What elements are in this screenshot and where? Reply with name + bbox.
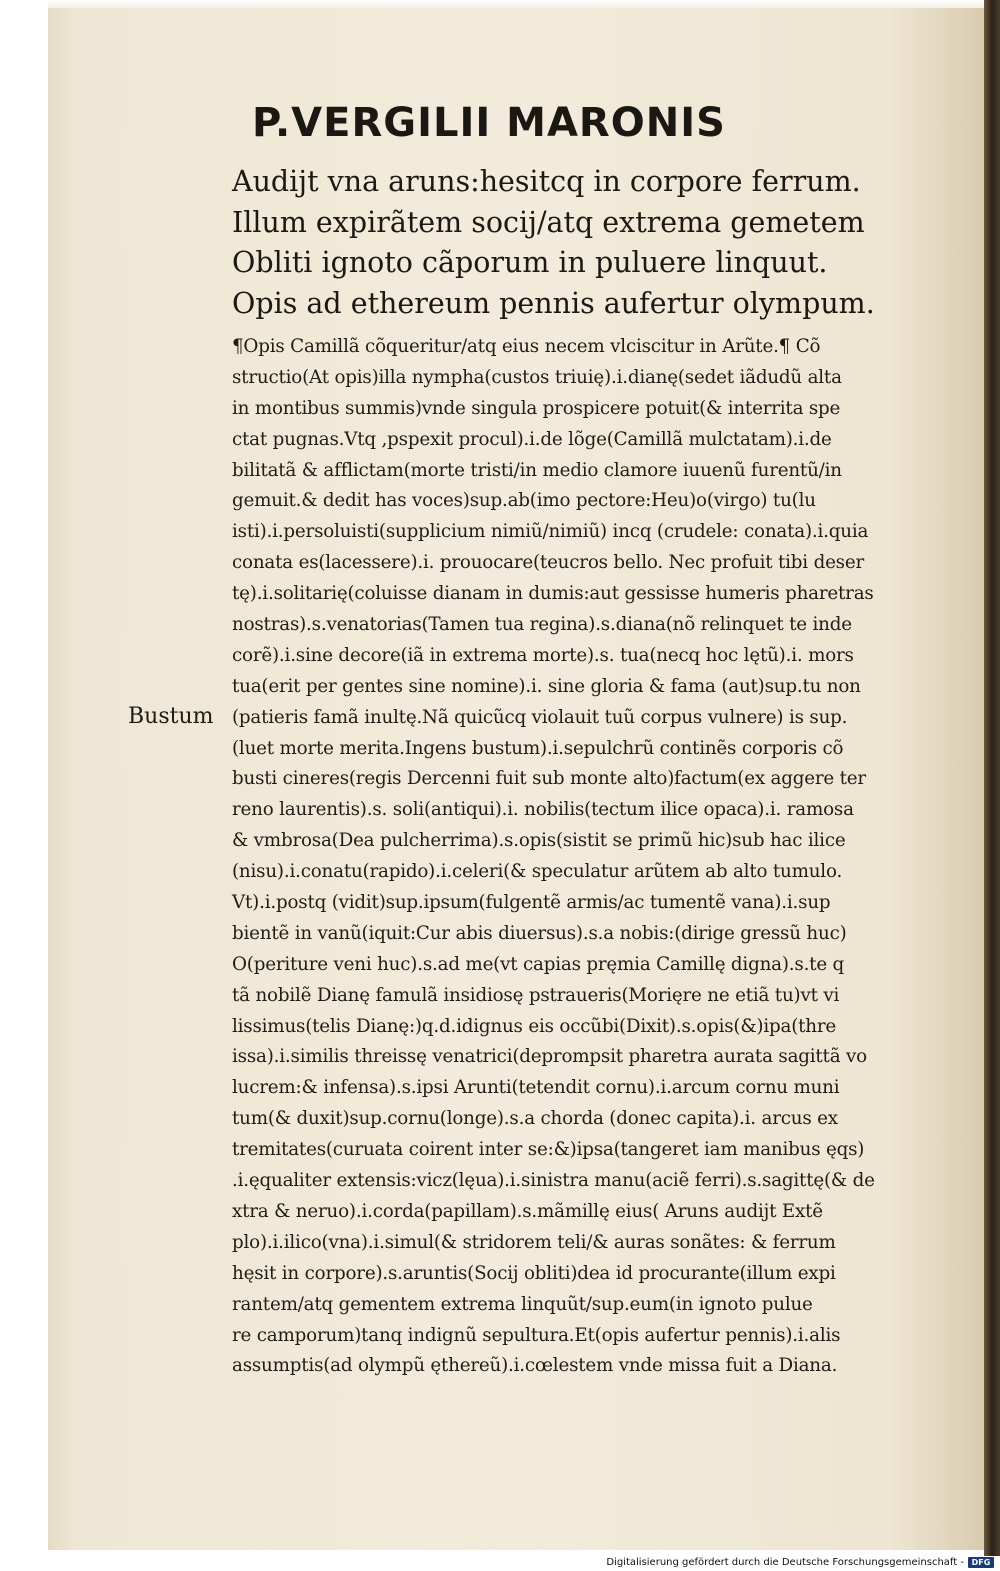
commentary-line: lissimus(telis Dianę:)q.d.idignus eis occũbi(Dixit).s.opis(&)ipa(thre <box>232 1015 837 1037</box>
commentary-line: reno laurentis).s. soli(antiqui).i. nobilis(tectum ilice opaca).i. ramosa <box>232 799 854 821</box>
commentary-line: & vmbrosa(Dea pulcherrima).s.opis(sistit se primũ hic)sub hac ilice <box>232 830 846 852</box>
commentary-line: in montibus summis)vnde singula prospicere potuit(& interrita spe <box>232 397 841 419</box>
funding-credit: Digitalisierung gefördert durch die Deutsche Forschungsgemeinschaft - <box>606 1557 964 1568</box>
dfg-logo-icon: DFG <box>968 1557 994 1568</box>
commentary-line: tã nobilẽ Dianę famulã insidiosę pstraueris(Morięre ne etiã tu)vt vi <box>232 984 840 1006</box>
commentary-line: nostras).s.venatorias(Tamen tua regina).s.diana(nõ relinquet te inde <box>232 614 852 636</box>
marginal-note: Bustum <box>128 704 214 729</box>
commentary-line: plo).i.ilico(vna).i.simul(& stridorem teli/& auras sonãtes: & ferrum <box>232 1231 836 1253</box>
commentary-line: ctat pugnas.Vtq ,pspexit procul).i.de lõge(Camillã mulctatam).i.de <box>232 428 832 450</box>
binding-edge <box>984 0 1000 1556</box>
commentary-line: O(periture veni huc).s.ad me(vt capias pręmia Camillę digna).s.te q <box>232 953 845 975</box>
commentary-line: tremitates(curuata coirent inter se:&)ipsa(tangeret iam manibus ęqs) <box>232 1139 865 1161</box>
commentary-line: tum(& duxit)sup.cornu(longe).s.a chorda (donec capita).i. arcus ex <box>232 1108 838 1130</box>
commentary-line: ¶Opis Camillã cõqueritur/atq eius necem vlciscitur in Arũte.¶ Cõ <box>232 336 821 357</box>
running-title: P.VERGILII MARONIS <box>252 100 726 146</box>
commentary-line: gemuit.& dedit has voces)sup.ab(imo pectore:Heu)o(virgo) tu(lu <box>232 490 816 512</box>
commentary-line: re camporum)tanq indignũ sepultura.Et(opis aufertur pennis).i.alis <box>232 1324 841 1346</box>
verse-line: Obliti ignoto cãporum in puluere linquut. <box>232 246 828 279</box>
verse-line: Audijt vna aruns:hesitcq in corpore ferrum. <box>232 165 861 198</box>
commentary-line: rantem/atq gementem extrema linquũt/sup.eum(in ignoto pulue <box>232 1293 813 1315</box>
commentary-line: lucrem:& infensa).s.ipsi Arunti(tetendit cornu).i.arcum cornu muni <box>232 1077 840 1099</box>
verse-line: Opis ad ethereum pennis aufertur olympum. <box>232 286 875 320</box>
commentary-line: (luet morte merita.Ingens bustum).i.sepulchrũ continẽs corporis cõ <box>232 737 844 759</box>
commentary-line: issa).i.similis threissę venatrici(deprompsit pharetra aurata sagittã vo <box>232 1046 867 1068</box>
commentary-line: hęsit in corpore).s.aruntis(Socij obliti)dea id procurante(illum expi <box>232 1262 836 1284</box>
commentary-line: tę).i.solitarię(coluisse dianam in dumis:aut gessisse humeris pharetras <box>232 583 874 605</box>
commentary-line: (patieris famã inultę.Nã quicũcq violauit tuũ corpus vulnere) is sup. <box>232 706 848 728</box>
commentary-line: busti cineres(regis Dercenni fuit sub monte alto)factum(ex aggere ter <box>232 768 866 790</box>
commentary-line: bientẽ in vanũ(iquit:Cur abis diuersus).s.a nobis:(dirige gressũ huc) <box>232 922 847 944</box>
commentary-line: (nisu).i.conatu(rapido).i.celeri(& speculatur arũtem ab alto tumulo. <box>232 861 843 883</box>
commentary-line: corẽ).i.sine decore(iã in extrema morte).s. tua(necq hoc lętũ).i. mors <box>232 644 854 666</box>
commentary-line: bilitatã & afflictam(morte tristi/in medio clamore iuuenũ furentũ/in <box>232 459 842 481</box>
commentary-line: Vt).i.postq (vidit)sup.ipsum(fulgentẽ armis/ac tumentẽ vana).i.sup <box>232 892 831 914</box>
verse-block <box>232 162 892 324</box>
commentary-line: isti).i.persoluisti(supplicium nimiũ/nimiũ) incq (crudele: conata).i.quia <box>232 521 869 543</box>
commentary-line: assumptis(ad olympũ ęthereũ).i.cœlestem vnde missa fuit a Diana. <box>232 1355 838 1377</box>
commentary-line: conata es(lacessere).i. prouocare(teucros bello. Nec profuit tibi deser <box>232 552 865 574</box>
commentary-block <box>232 332 962 1382</box>
verse-line: Illum expirãtem socij/atq extrema gemetem <box>232 205 865 239</box>
commentary-line: xtra & neruo).i.corda(papillam).s.mãmillę eius( Aruns audijt Extẽ <box>232 1200 823 1222</box>
commentary-line: tua(erit per gentes sine nomine).i. sine gloria & fama (aut)sup.tu non <box>232 675 861 697</box>
commentary-line: structio(At opis)illa nympha(custos triuię).i.dianę(sedet iãdudũ alta <box>232 366 842 388</box>
commentary-line: .i.ęqualiter extensis:vicz(lęua).i.sinistra manu(aciẽ ferri).s.sagittę(& de <box>232 1170 875 1192</box>
page-top-margin <box>48 0 988 8</box>
